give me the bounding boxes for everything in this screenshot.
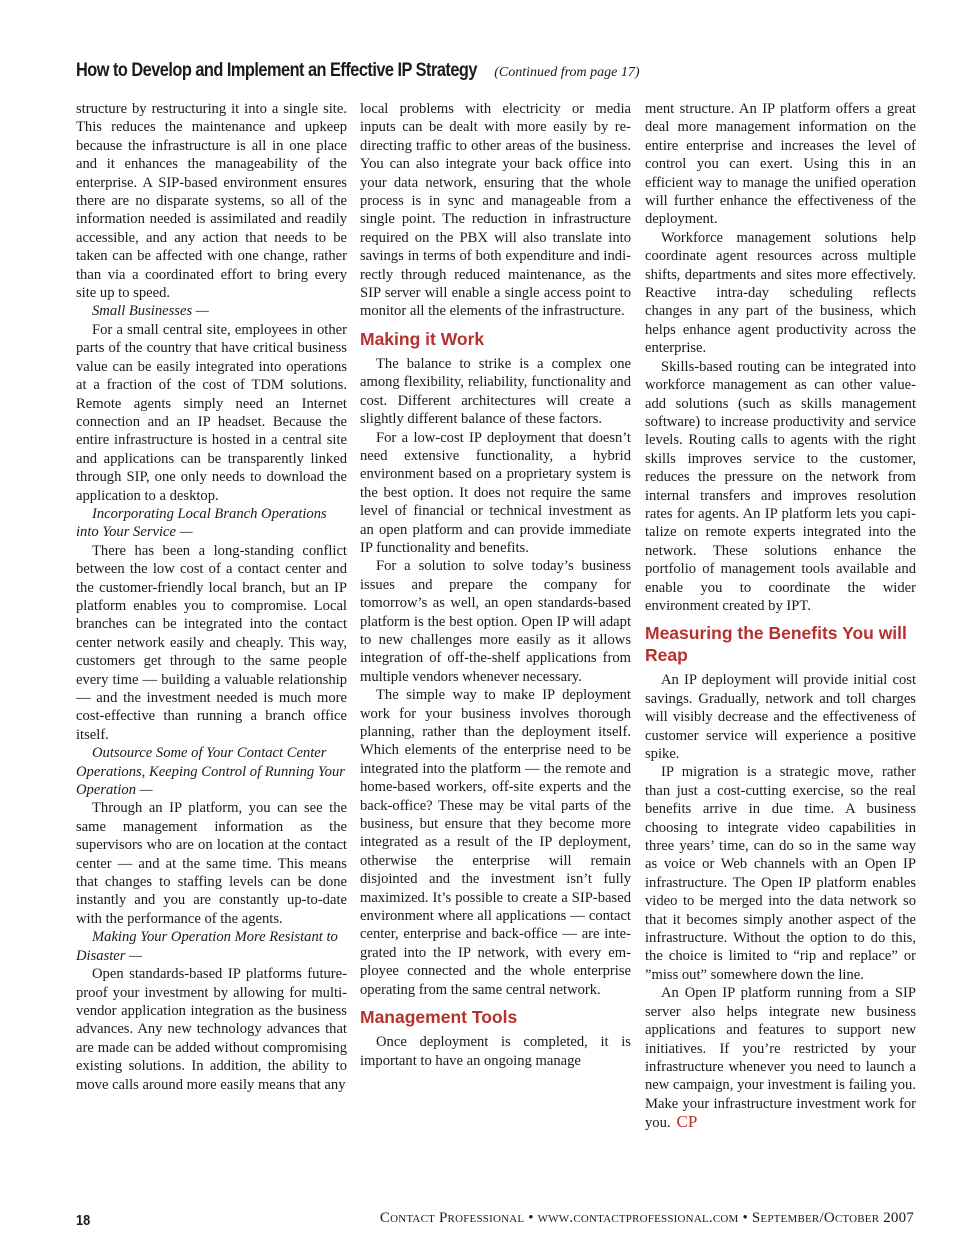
subheading: Making Your Operation More Resistant to Disaster — [76,929,338,964]
paragraph: local problems with electricity or media inputs can be dealt with more easily by re-directing traffic to other areas of the business. You can also integrate your back office into your data network, ensuring that the whole process is in sync and manageable from a single point. The reduction in infrastructure required on the PBX will also translate into savings in terms of both expenditure and indirectly through reduced maintenance, as the SIP server will enable a single access point to monitor all the elements of the infrastructure. [360,101,631,320]
paragraph: Skills-based routing can be integrated into workforce management as can other value-add solutions (such as skills management software) to increase productivity and service levels. Routing calls to agents with the right skills improves service to the customer, reduces the pressure on the network from internal transfers and improves resolution rates for agents. An IP platform lets you capitalize on remote experts integrated into the network. These solutions enhance the portfolio of management tools available and enable you to coordinate the wider environment created by IPT. [645,358,916,614]
paragraph: Open standards-based IP platforms future-proof your investment by allowing for multi-vendor application integration as the business advances. Any new technology advances that are made can be added without compromising existing solutions. In addition, the ability to move calls around more easily means that any [76,966,347,1093]
paragraph: IP migration is a strategic move, rather than just a cost-cutting exercise, so the real benefits arrive in due time. A business choosing to integrate video capabilities in three years’ time, can do so in the same way as voice or Web channels with an Open IP infrastructure. The Open IP platform enables video to be merged into the data network so that it becomes simply another aspect of the infrastructure. Without the option to do this, the choice is limited to “rip and replace” or ”miss out” somewhere down the line. [645,764,916,983]
paragraph: Workforce management solutions help coordinate agent resources across multiple shifts, departments and sites more effectively. Reactive intra-day scheduling reflects changes in any part of the business, which helps enhance agent productivity across the enterprise. [645,229,916,357]
page-number: 18 [76,1212,91,1229]
column-3 [645,100,916,1133]
paragraph: Once deployment is completed, it is important to have an ongoing manage [360,1034,631,1069]
end-mark: CP [676,1112,698,1132]
column-1 [76,100,347,1094]
paragraph: structure by restructuring it into a single site. This reduces the maintenance and upkeep because the infrastructure is all in one place and it enhances the manageability of the enterprise. A SIP-based environment ensures there are no disparate systems, so all of the information needed is assimilated and readily accessible, and any action that needs to be taken can be affected with one change, rather than via a coordinated effort to bring every site up to speed. [76,101,347,302]
page-header [76,60,916,82]
continued-note: (Continued from page 17) [494,65,640,80]
subheading: Incorporating Local Branch Operations into Your Service — [76,505,327,541]
paragraph-text: An Open IP platform running from a SIP server also helps integrate new business applications and features to support new initiatives. If you’re restricted by your infrastructure whenever you need to launch a new campaign, your investment is failing you. Make your infrastructure investment work for you. [645,985,916,1132]
article-title: How to Develop and Implement an Effective IP Strategy [76,60,477,81]
paragraph: For a solution to solve today’s business issues and prepare the company for tomorrow’s as well, an open standards-based platform is the best option. Open IP will adapt to new challenges more easily as it allows integration of off-the-shelf applications from multiple vendors whenever necessary. [360,558,631,685]
paragraph: ment structure. An IP platform offers a great deal more management information on the entire enterprise and increases the level of control you can exert. Using this in an efficient way to manage the unified operation will further enhance the effectiveness of the deployment. [645,101,916,228]
section-heading: Measuring the Benefits You will Reap [645,623,907,666]
subheading: Outsource Some of Your Contact Center Operations, Keeping Control of Running Your Operation — [76,745,345,799]
last-paragraph [645,984,916,1132]
section-heading: Management Tools [360,1007,518,1028]
publication-line: Contact Professional • www.contactprofessional.com • September/October 2007 [379,1210,914,1226]
paragraph: The balance to strike is a complex one among flexibility, reliability, functionality and cost. Different architectures will create a slightly different balance of these factors. [360,355,631,428]
subheading: Small Businesses — [92,303,209,320]
paragraph: For a small central site, employees in other parts of the country that have critical business value can be easily integrated into operations at a fraction of the cost of TDM solutions. Remote agents simply need an Internet connection and an IP headset. Because the entire infrastructure is hosted in a central site and applications can be transparently linked through SIP, one only needs to download the application to a desktop. [76,321,347,504]
section-heading: Making it Work [360,328,485,349]
paragraph: For a low-cost IP deployment that doesn’t need extensive functionality, a hybrid environment based on a proprietary system is the best option. It does not require the same level of financial or technical investment as an open platform and can provide immediate IP functionality and benefits. [360,429,631,556]
paragraph: Through an IP platform, you can see the same management information as the supervisors who are on location at the contact center — and at the same time. This means that changes to staffing levels can be done instantly and you are constantly up-to-date with the performance of the agents. [76,800,347,927]
paragraph: An IP deployment will provide initial cost savings. Gradually, network and toll charges will visibly decrease and the effectiveness of customer service will experience a positive spike. [645,672,916,762]
page-footer [76,1210,916,1234]
paragraph: The simple way to make IP deployment work for your business involves thorough planning, rather than the deployment itself. Which elements of the enterprise need to be integrated into the platform — the remote and home-based workers, off-site experts and the back-office? These may be vital parts of the business, but ensure that they become more integrated as a result of the IP deployment, otherwise the enterprise will remain disjointed and the investment isn’t fully maximized. It’s possible to create a SIP-based environment where all applications — contact center, enterprise and back-office — are integrated into the IP network, with every employee connected and the whole enterprise operating from the same central network. [360,687,631,998]
column-2 [360,100,631,1070]
paragraph: There has been a long-standing conflict between the low cost of a contact center and the customer-friendly local branch, but an IP platform enables you to compromise. Local branches can be integrated into the contact center network easily and cheaply. This way, customers get through to the same people every time — building a valuable relationship — and the investment needed is much more cost-effective than running a branch office itself. [76,542,347,743]
